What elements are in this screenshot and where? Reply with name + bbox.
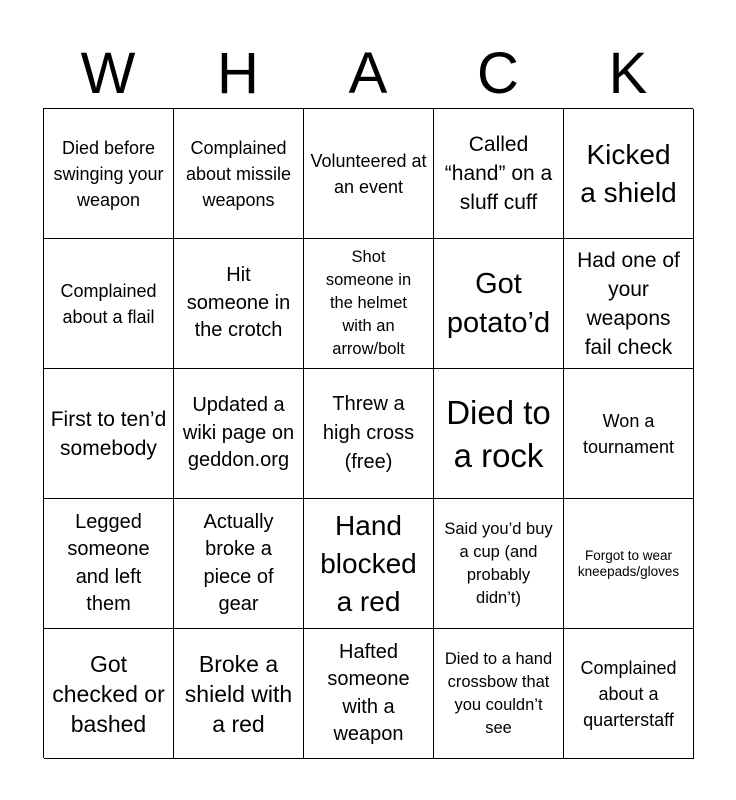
cell-text: Died to a hand crossbow that you couldn’t see <box>444 649 553 737</box>
cell-text: Hafted someone with a weapon <box>327 640 410 745</box>
header-letter-a: A <box>348 41 388 106</box>
bingo-cell-r4c1[interactable] <box>44 499 174 629</box>
cell-text: Legged someone and left them <box>67 510 150 615</box>
cell-text: Updated a wiki page on geddon.org <box>182 394 295 472</box>
cell-text: Hand blocked a red <box>320 509 417 617</box>
header-letter-w: W <box>80 41 136 106</box>
bingo-cell-r1c1[interactable] <box>44 109 174 239</box>
bingo-cell-r5c4[interactable] <box>434 629 564 759</box>
bingo-cell-r3c5[interactable] <box>564 369 694 499</box>
cell-text: Had one of your weapons fail check <box>577 248 680 359</box>
cell-text: Died before swinging your weapon <box>53 137 164 210</box>
cell-text: First to ten’d somebody <box>50 407 167 460</box>
bingo-cell-r1c4[interactable] <box>434 109 564 239</box>
bingo-cell-r1c2[interactable] <box>174 109 304 239</box>
cell-text: Complained about a flail <box>60 280 157 327</box>
bingo-cell-r5c1[interactable] <box>44 629 174 759</box>
cell-text: Died to a rock <box>446 393 551 474</box>
bingo-cell-r3c4[interactable] <box>434 369 564 499</box>
bingo-cell-r2c5[interactable] <box>564 239 694 369</box>
cell-text: Kicked a shield <box>580 138 677 208</box>
header-letter-c: C <box>477 41 519 106</box>
cell-text: Complained about a quarterstaff <box>580 657 677 730</box>
bingo-grid <box>43 108 693 758</box>
header-letter-k: K <box>608 41 648 106</box>
bingo-cell-r4c4[interactable] <box>434 499 564 629</box>
cell-text: Got checked or bashed <box>52 650 165 737</box>
free-space-text: Threw a high cross (free) <box>322 393 415 473</box>
bingo-cell-r2c2[interactable] <box>174 239 304 369</box>
bingo-cell-r5c2[interactable] <box>174 629 304 759</box>
cell-text: Actually broke a piece of gear <box>203 510 274 615</box>
cell-text: Forgot to wear kneepads/gloves <box>577 547 680 579</box>
cell-text: Shot someone in the helmet with an arrow/bolt <box>325 248 412 358</box>
bingo-cell-r3c2[interactable] <box>174 369 304 499</box>
cell-text: Volunteered at an event <box>310 150 427 197</box>
bingo-cell-r5c5[interactable] <box>564 629 694 759</box>
bingo-cell-r4c5[interactable] <box>564 499 694 629</box>
cell-text: Complained about missile weapons <box>185 137 292 210</box>
bingo-cell-r2c3[interactable] <box>304 239 434 369</box>
cell-text: Hit someone in the crotch <box>186 264 291 342</box>
cell-text: Broke a shield with a red <box>184 650 293 737</box>
bingo-cell-r3c3[interactable] <box>304 369 434 499</box>
header-letter-h: H <box>217 41 259 106</box>
cell-text: Called “hand” on a sluff cuff <box>444 133 553 214</box>
cell-text: Won a tournament <box>582 410 675 457</box>
cell-text: Said you’d buy a cup (and probably didn’t) <box>444 519 553 607</box>
bingo-cell-r5c3[interactable] <box>304 629 434 759</box>
bingo-cell-r2c4[interactable] <box>434 239 564 369</box>
bingo-cell-r1c3[interactable] <box>304 109 434 239</box>
bingo-cell-r1c5[interactable] <box>564 109 694 239</box>
bingo-cell-r4c3[interactable] <box>304 499 434 629</box>
cell-text: Got potato’d <box>446 267 551 339</box>
bingo-header <box>43 40 693 108</box>
bingo-cell-r2c1[interactable] <box>44 239 174 369</box>
bingo-cell-r4c2[interactable] <box>174 499 304 629</box>
bingo-cell-r3c1[interactable] <box>44 369 174 499</box>
